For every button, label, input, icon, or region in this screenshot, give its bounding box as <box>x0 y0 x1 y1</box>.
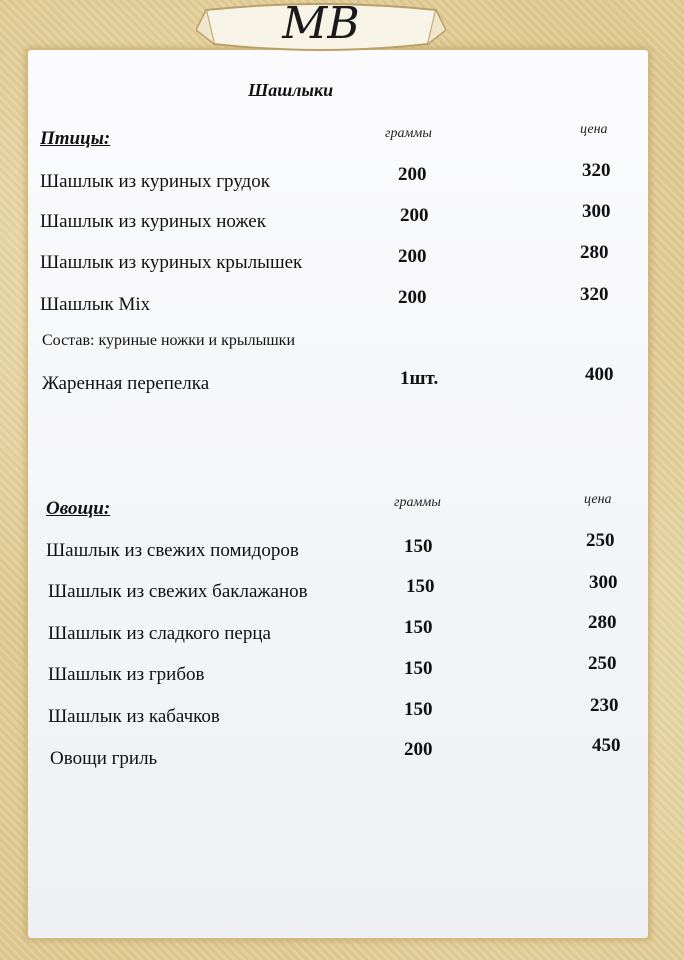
menu-item-price: 280 <box>580 242 609 263</box>
menu-item-name: Жаренная перепелка <box>42 373 210 394</box>
column-header-weight: граммы <box>394 495 441 510</box>
menu-item-weight: 200 <box>398 287 427 308</box>
logo-monogram: МВ <box>282 0 360 49</box>
menu-item-price: 320 <box>580 284 609 305</box>
menu-item-price: 320 <box>582 160 611 181</box>
menu-item-price: 300 <box>589 572 618 593</box>
menu-item-name: Шашлык из куриных ножек <box>40 211 266 232</box>
section-title-vegetables: Овощи: <box>46 498 111 519</box>
menu-item-name: Шашлык из кабачков <box>48 706 220 727</box>
menu-item-name: Овощи гриль <box>50 748 158 769</box>
menu-item-name: Шашлык из свежих баклажанов <box>48 581 308 602</box>
page-heading: Шашлыки <box>248 80 334 100</box>
menu-item-name: Шашлык из свежих помидоров <box>46 540 299 561</box>
menu-item-weight: 150 <box>404 617 433 638</box>
menu-item-weight: 150 <box>404 536 433 557</box>
menu-item-weight: 150 <box>404 658 433 679</box>
menu-item-name: Шашлык из сладкого перца <box>48 623 271 644</box>
menu-item-price: 300 <box>582 201 611 222</box>
menu-item-name: Шашлык из грибов <box>48 664 205 685</box>
menu-item-weight: 200 <box>404 739 433 760</box>
section-title-poultry: Птицы: <box>40 128 111 149</box>
menu-item-price: 400 <box>585 364 614 385</box>
menu-item-weight: 200 <box>400 205 429 226</box>
column-header-price: цена <box>584 492 612 507</box>
menu-item-note: Состав: куриные ножки и крылышки <box>42 332 296 349</box>
column-header-price: цена <box>580 122 608 137</box>
menu-item-weight: 150 <box>406 576 435 597</box>
menu-item-name: Шашлык из куриных крылышек <box>40 252 303 273</box>
menu-item-weight: 200 <box>398 164 427 185</box>
menu-item-name: Шашлык Mix <box>40 294 151 315</box>
column-header-weight: граммы <box>385 126 432 141</box>
menu-item-weight: 200 <box>398 246 427 267</box>
menu-item-price: 450 <box>592 735 621 756</box>
menu-item-price: 250 <box>588 653 617 674</box>
menu-item-price: 280 <box>588 612 617 633</box>
menu-item-price: 230 <box>590 695 619 716</box>
menu-item-price: 250 <box>586 530 615 551</box>
menu-item-weight: 150 <box>404 699 433 720</box>
menu-item-name: Шашлык из куриных грудок <box>40 171 270 192</box>
menu-item-weight: 1шт. <box>400 368 439 389</box>
